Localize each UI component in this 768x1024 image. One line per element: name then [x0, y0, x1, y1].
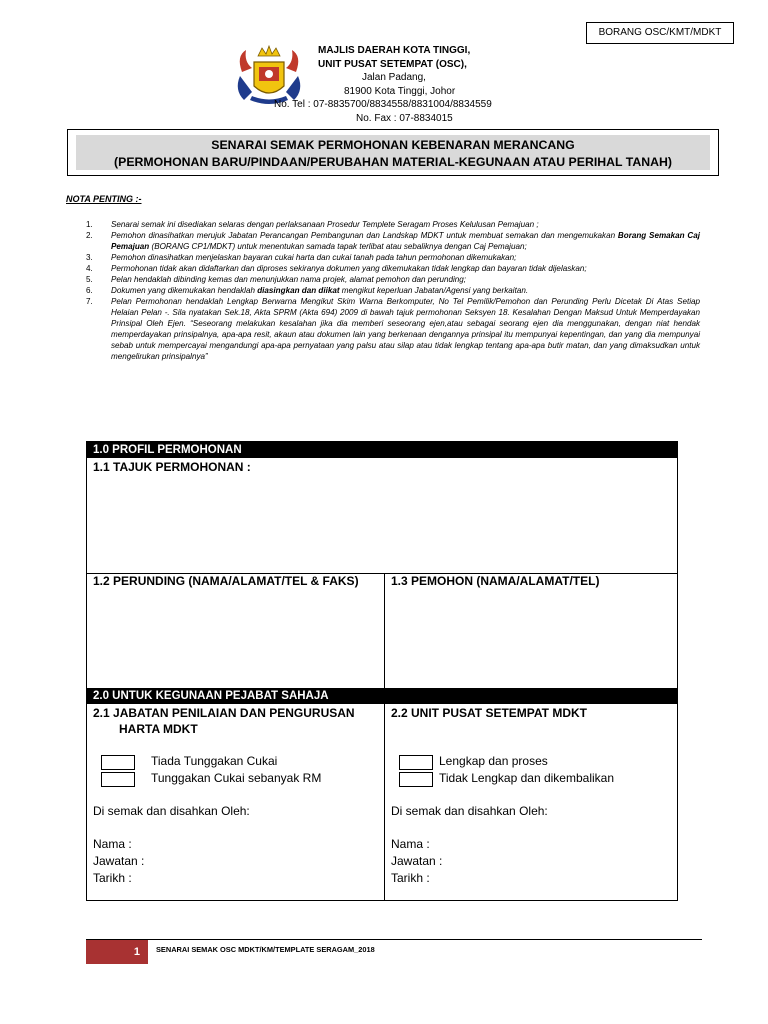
note-item [86, 296, 700, 362]
note-number: 2. [86, 231, 93, 240]
note-bold-text: diasingkan dan diikat [257, 286, 340, 295]
tajuk-permohonan-field[interactable] [88, 476, 676, 572]
note-bold-text: Borang Semakan Caj Pemajuan [111, 231, 701, 251]
notes-heading: NOTA PENTING :- [66, 194, 142, 204]
column-divider [384, 704, 385, 900]
address-line: 81900 Kota Tinggi, Johor [344, 85, 456, 97]
note-text: Dokumen yang dikemukakan hendaklah [111, 286, 258, 295]
note-text: mengikut keperluan Jabatan/Agensi yang berkaitan. [339, 286, 529, 295]
footer-rule [86, 939, 702, 940]
application-form [86, 441, 678, 901]
left-nama-label: Nama : [93, 837, 132, 851]
notes-list [86, 219, 700, 362]
column-divider [384, 573, 385, 689]
note-number: 3. [86, 253, 93, 262]
right-nama-label: Nama : [391, 837, 430, 851]
note-text: Pelan Permohonan hendaklah Lengkap Berwarna Mengikut Skim Warna Berkomputer, No Tel Pemilik/Pemohon dan Perunding Perlu Dicetak Di Atas Setiap Helaian Pelan -. Sila nyatakan Sek.18, Akta SPRM (Akta 694) 2009 di bawah tajuk permohonan Seksyen 18. Kesalahan Dengan Maksud Untuk Memperdayakan Prinsipal Oleh Ejen. “Seseorang melakukan kesalahan jika dia memberi seseorang ejen,atau sebagai seorang ejen dia menggunakan, dengan niat hendak memperdayakan prinsipalnya, apa-apa resit, akaun atau dokumen lain yang berkenaan dengannya prinsipal itu mempunyai kepentingan, dan yang dia mempunyai sebab untuk mempercayai mengandungi apa-apa pernyataan yang palsu atau silap atau tidak lengkap tentang apa-apa butir matan, dan yang dimaksudkan untuk mengelirukan prinsipalnya” [111, 297, 700, 361]
right-verified-label: Di semak dan disahkan Oleh: [391, 804, 548, 818]
penilaian-heading-cont: HARTA MDKT [119, 722, 198, 736]
tidak-lengkap-checkbox[interactable] [399, 772, 433, 787]
note-item [86, 252, 700, 263]
note-item [86, 230, 700, 252]
note-number: 4. [86, 264, 93, 273]
penilaian-heading: 2.1 JABATAN PENILAIAN DAN PENGURUSAN [93, 706, 355, 720]
left-tarikh-label: Tarikh : [93, 871, 132, 885]
pemohon-label: 1.3 PEMOHON (NAMA/ALAMAT/TEL) [391, 574, 600, 588]
left-verified-label: Di semak dan disahkan Oleh: [93, 804, 250, 818]
note-item [86, 274, 700, 285]
form-code-box: BORANG OSC/KMT/MDKT [586, 22, 734, 44]
tunggakan-cukai-checkbox[interactable] [101, 772, 135, 787]
council-address-block [270, 44, 510, 126]
address-line: No. Tel : 07-8835700/8834558/8831004/8834559 [274, 99, 492, 111]
address-line: MAJLIS DAERAH KOTA TINGGI, [318, 45, 471, 56]
note-text: Permohonan tidak akan didaftarkan dan diproses sekiranya dokumen yang dikemukakan tidak lengkap dan bayaran tidak dijelaskan; [111, 264, 587, 273]
right-jawatan-label: Jawatan : [391, 854, 443, 868]
lengkap-checkbox[interactable] [399, 755, 433, 770]
document-title [76, 135, 710, 170]
note-number: 7. [86, 297, 93, 306]
address-line: Jalan Padang, [362, 72, 426, 84]
note-text: Pelan hendaklah dibinding kemas dan menunjukkan nama projek, alamat pemohon dan perunding; [111, 275, 467, 284]
section-2-header: 2.0 UNTUK KEGUNAAN PEJABAT SAHAJA [87, 688, 677, 704]
note-item [86, 263, 700, 274]
footer-text: SENARAI SEMAK OSC MDKT/KM/TEMPLATE SERAGAM_2018 [156, 945, 375, 954]
note-text: (BORANG CP1/MDKT) untuk menentukan samada tapak terlibat atau sebaliknya dengan Caj Pemajuan; [149, 242, 527, 251]
tiada-tunggakan-label: Tiada Tunggakan Cukai [151, 754, 278, 768]
left-jawatan-label: Jawatan : [93, 854, 145, 868]
perunding-label: 1.2 PERUNDING (NAMA/ALAMAT/TEL & FAKS) [93, 574, 359, 588]
tajuk-permohonan-label: 1.1 TAJUK PERMOHONAN : [93, 460, 251, 474]
pemohon-field[interactable] [386, 592, 676, 688]
address-line: No. Fax : 07-8834015 [356, 112, 453, 124]
osc-heading: 2.2 UNIT PUSAT SETEMPAT MDKT [391, 706, 588, 720]
tidak-lengkap-label: Tidak Lengkap dan dikembalikan [439, 771, 615, 785]
tiada-tunggakan-checkbox[interactable] [101, 755, 135, 770]
perunding-field[interactable] [88, 592, 382, 688]
document-title-box [67, 129, 719, 176]
note-item [86, 219, 700, 230]
tunggakan-cukai-label: Tunggakan Cukai sebanyak RM [151, 771, 322, 785]
title-line-1: SENARAI SEMAK PERMOHONAN KEBENARAN MERANCANG [211, 138, 575, 152]
note-item [86, 285, 700, 296]
right-tarikh-label: Tarikh : [391, 871, 430, 885]
note-text: Pemohon dinasihatkan menjelaskan bayaran cukai harta dan cukai tanah pada tahun permohonan dikemukakan; [111, 253, 517, 262]
lengkap-label: Lengkap dan proses [439, 754, 548, 768]
note-number: 1. [86, 220, 93, 229]
note-number: 5. [86, 275, 93, 284]
page-number: 1 [86, 940, 148, 964]
note-text: Senarai semak ini disediakan selaras dengan perlaksanaan Prosedur Templete Seragam Proses Kelulusan Pemajuan ; [111, 220, 539, 229]
note-number: 6. [86, 286, 93, 295]
note-text: Pemohon dinasihatkan merujuk Jabatan Perancangan Pembangunan dan Landskap MDKT untuk membuat semakan dan mengemukakan [111, 231, 618, 240]
address-line: UNIT PUSAT SETEMPAT (OSC), [318, 58, 467, 70]
title-line-2: (PERMOHONAN BARU/PINDAAN/PERUBAHAN MATERIAL-KEGUNAAN ATAU PERIHAL TANAH) [114, 155, 672, 169]
section-1-header: 1.0 PROFIL PERMOHONAN [87, 442, 677, 458]
